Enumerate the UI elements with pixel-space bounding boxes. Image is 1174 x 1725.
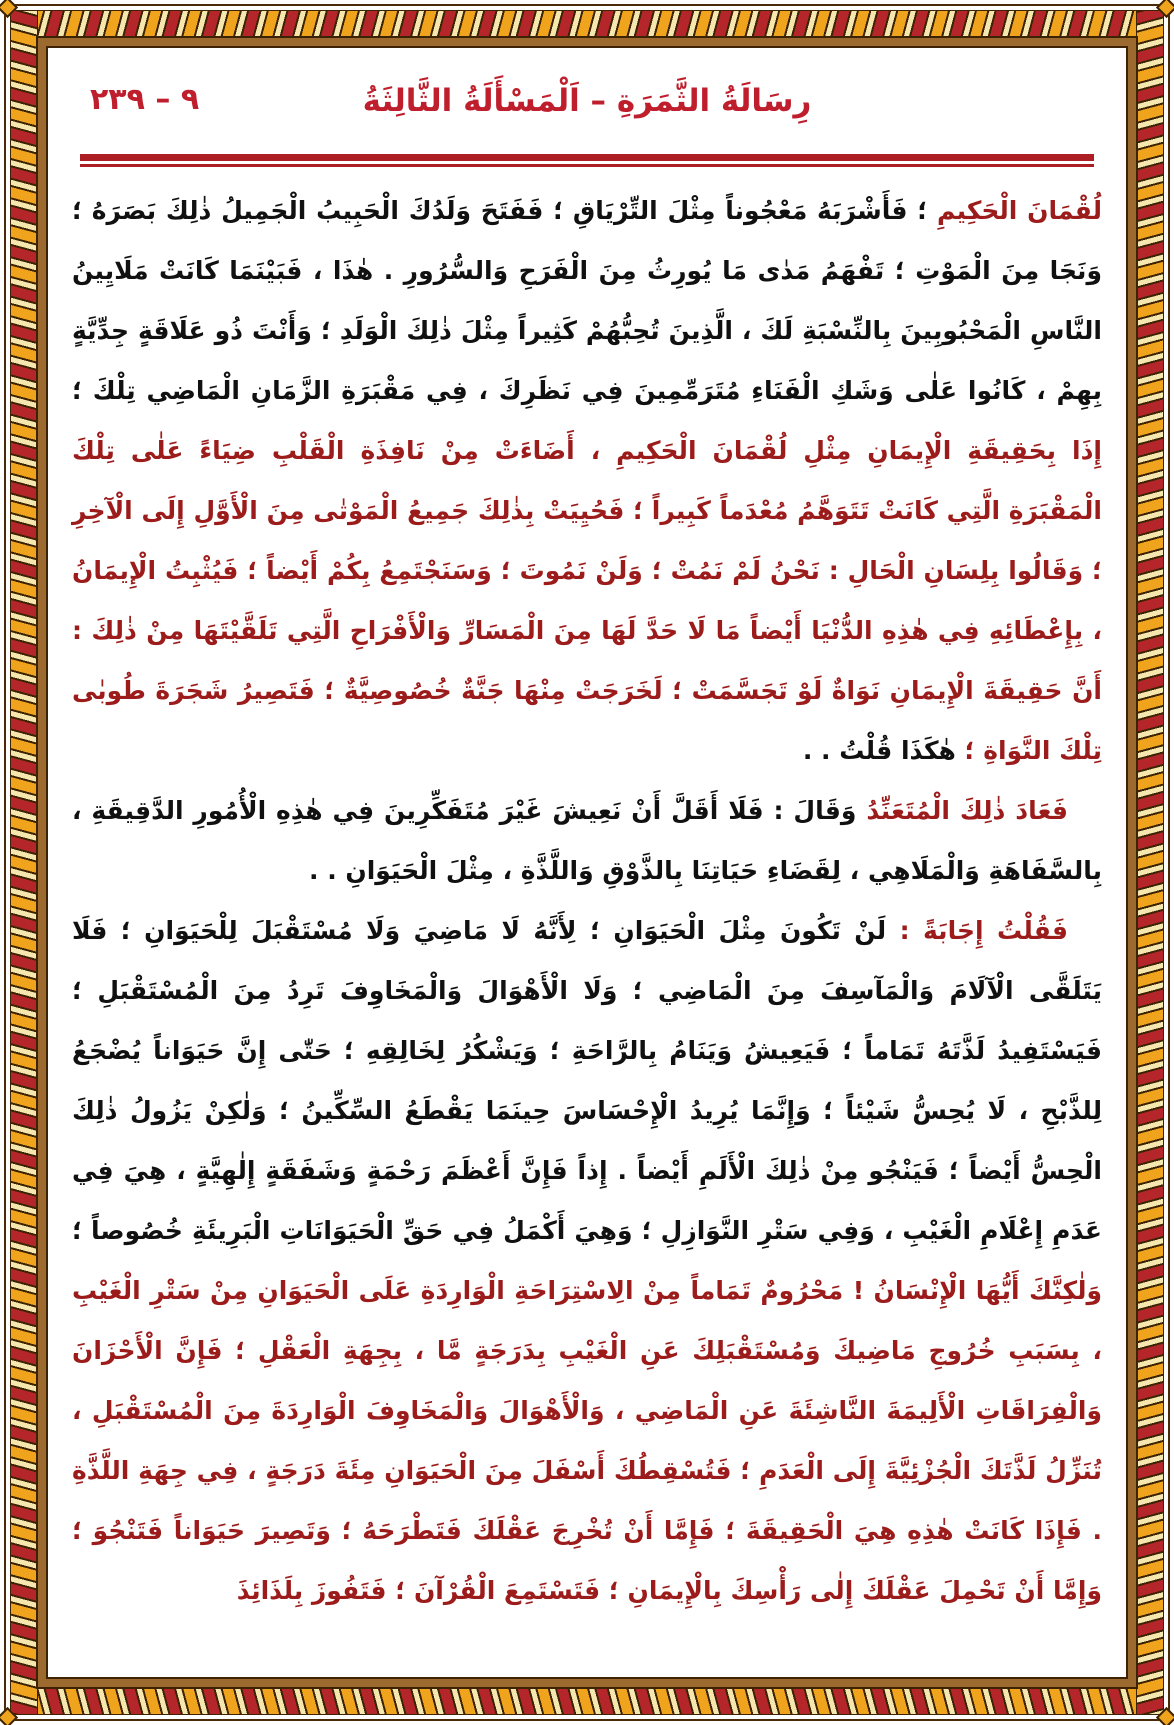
text-run: لُقْمَانَ الْحَكِيمِ xyxy=(937,196,1102,225)
ornamental-border-right xyxy=(1136,10,1164,1715)
ornamental-border-left xyxy=(10,10,38,1715)
ornamental-border-bottom xyxy=(10,1687,1164,1715)
page-content xyxy=(46,46,1128,1679)
text-run: هٰكَذَا قُلْتُ . . xyxy=(802,736,956,765)
page-number: ٩ – ٢٣٩ xyxy=(90,82,200,117)
paragraph xyxy=(72,901,1102,1621)
paragraph xyxy=(72,781,1102,901)
text-run: وَلٰكِنَّكَ أَيُّهَا الْإِنْسَانُ ! مَحْرُومٌ تَمَاماً مِنْ الِاسْتِرَاحَةِ الْوَارِدَةِ عَلَى الْحَيَوَانِ مِنْ سَتْرِ الْغَيْبِ ، بِسَبَبِ خُرُوجِ مَاضِيكَ وَمُسْتَقْبَلِكَ عَنِ الْغَيْبِ بِدَرَجَةٍ مَّا ، بِجِهَةِ الْعَقْلِ ؛ فَإِنَّ الْأَحْزَانَ وَالْفِرَاقَاتِ الْأَلِيمَةَ النَّاشِئَةَ عَنِ الْمَاضِي ، وَالْأَهْوَالَ وَالْمَخَاوِفَ الْوَارِدَةَ مِنَ الْمُسْتَقْبَلِ ، تُنَزِّلُ لَذَّتَكَ الْجُزْئِيَّةَ إِلَى الْعَدَمِ ؛ فَتُسْقِطُكَ أَسْفَلَ مِنَ الْحَيَوَانِ مِئَةَ دَرَجَةٍ ، فِي جِهَةِ اللَّذَّةِ . فَإِذَا كَانَتْ هٰذِهِ هِيَ الْحَقِيقَةَ ؛ فَإِمَّا أَنْ تُخْرِجَ عَقْلَكَ فَتَطْرَحَهُ ؛ وَتَصِيرَ حَيَوَاناً فَتَنْجُوَ ؛ وَإِمَّا أَنْ تَحْمِلَ عَقْلَكَ إِلٰى رَأْسِكَ بِالْإِيمَانِ ؛ فَتَسْتَمِعَ الْقُرْآنَ ؛ فَتَفُوزَ بِلَذَائِذَ xyxy=(72,1276,1102,1605)
paragraph xyxy=(72,181,1102,781)
ornamental-border-top xyxy=(10,10,1164,38)
header-rule xyxy=(80,154,1094,167)
text-run: لَنْ تَكُونَ مِثْلَ الْحَيَوَانِ ؛ لِأَنَّهُ لَا مَاضِيَ وَلَا مُسْتَقْبَلَ لِلْحَيَوَانِ ؛ فَلَا يَتَلَقَّى الْآلَامَ وَالْمَآسِفَ مِنَ الْمَاضِي ؛ وَلَا الْأَهْوَالَ وَالْمَخَاوِفَ تَرِدُ مِنَ الْمُسْتَقْبَلِ ؛ فَيَسْتَفِيدُ لَذَّتَهُ تَمَاماً ؛ فَيَعِيشُ وَيَنَامُ بِالرَّاحَةِ ؛ وَيَشْكُرُ لِخَالِقِهِ ؛ حَتّٰى إِنَّ حَيَوَاناً يُضْجَعُ لِلذَّبْحِ ، لَا يُحِسُّ شَيْئاً ؛ وَإِنَّمَا يُرِيدُ الْإِحْسَاسَ حِينَمَا يَقْطَعُ السِّكِّينُ ؛ وَلٰكِنْ يَزُولُ ذٰلِكَ الْحِسُّ أَيْضاً ؛ فَيَنْجُو مِنْ ذٰلِكَ الْأَلَمِ أَيْضاً . إِذاً فَإِنَّ أَعْظَمَ رَحْمَةٍ وَشَفَقَةٍ إِلٰهِيَّةٍ ، هِيَ فِي عَدَمِ إِعْلَامِ الْغَيْبِ ، وَفِي سَتْرِ النَّوَازِلِ ؛ وَهِيَ أَكْمَلُ فِي حَقِّ الْحَيَوَانَاتِ الْبَرِيئَةِ خُصُوصاً ؛ xyxy=(72,916,1102,1245)
body-text xyxy=(72,181,1102,1621)
page-title: رِسَالَةُ الثَّمَرَةِ – اَلْمَسْأَلَةُ الثَّالِثَةُ xyxy=(362,83,812,119)
text-run: فَعَادَ ذٰلِكَ الْمُتَعَنِّدُ xyxy=(866,796,1068,825)
content-panel xyxy=(38,38,1136,1687)
page-header xyxy=(72,72,1102,136)
text-run: وَقَالَ : فَلَا أَقَلَّ أَنْ نَعِيشَ غَيْرَ مُتَفَكِّرِينَ فِي هٰذِهِ الْأُمُورِ الدَّقِيقَةِ ، بِالسَّفَاهَةِ وَالْمَلَاهِي ، لِقَضَاءِ حَيَاتِنَا بِالذَّوْقِ وَاللَّذَّةِ ، مِثْلَ الْحَيَوَانِ . . xyxy=(72,796,1102,885)
text-run: إِذَا بِحَقِيقَةِ الْإِيمَانِ مِثْلِ لُقْمَانَ الْحَكِيمِ ، أَضَاءَتْ مِنْ نَافِذَةِ الْقَلْبِ ضِيَاءً عَلٰى تِلْكَ الْمَقْبَرَةِ الَّتِي كَانَتْ تَتَوَهَّمُ مُعْدَماً كَبِيراً ؛ فَحُيِيَتْ بِذٰلِكَ جَمِيعُ الْمَوْتٰى مِنَ الْأَوَّلِ إِلَى الْآخِرِ ؛ وَقَالُوا بِلِسَانِ الْحَالِ : نَحْنُ لَمْ نَمُتْ ؛ وَلَنْ نَمُوتَ ؛ وَسَنَجْتَمِعُ بِكُمْ أَيْضاً ؛ فَيُثْبِتُ الْإِيمَانُ ، بِإِعْطَائِهِ فِي هٰذِهِ الدُّنْيَا أَيْضاً مَا لَا حَدَّ لَهَا مِنَ الْمَسَارِّ وَالْأَفْرَاحِ الَّتِي تَلَقَّيْتَهَا مِنْ ذٰلِكَ : أَنَّ حَقِيقَةَ الْإِيمَانِ نَوَاةٌ لَوْ تَجَسَّمَتْ ؛ لَخَرَجَتْ مِنْهَا جَنَّةٌ خُصُوصِيَّةٌ ؛ فَتَصِيرُ شَجَرَةَ طُوبٰى تِلْكَ النَّوَاةِ ؛ xyxy=(72,436,1102,765)
text-run: ؛ فَأَشْرَبَهُ مَعْجُوناً مِثْلَ التِّرْيَاقِ ؛ فَفَتَحَ وَلَدُكَ الْحَبِيبُ الْجَمِيلُ ذٰلِكَ بَصَرَهُ ؛ وَنَجَا مِنَ الْمَوْتِ ؛ تَفْهَمُ مَدٰى مَا يُورِثُ مِنَ الْفَرَحِ وَالسُّرُورِ . هٰذَا ، فَبَيْنَمَا كَانَتْ مَلَايِينُ النَّاسِ الْمَحْبُوبِينَ بِالنِّسْبَةِ لَكَ ، الَّذِينَ تُحِبُّهُمْ كَثِيراً مِثْلَ ذٰلِكَ الْوَلَدِ ؛ وَأَنْتَ ذُو عَلَاقَةٍ جِدِّيَّةٍ بِهِمْ ، كَانُوا عَلٰى وَشَكِ الْفَنَاءِ مُتَرَمِّمِينَ فِي نَظَرِكَ ، فِي مَقْبَرَةِ الزَّمَانِ الْمَاضِي تِلْكَ ؛ xyxy=(72,196,1102,405)
text-run: فَقُلْتُ إِجَابَةً : xyxy=(899,916,1068,945)
